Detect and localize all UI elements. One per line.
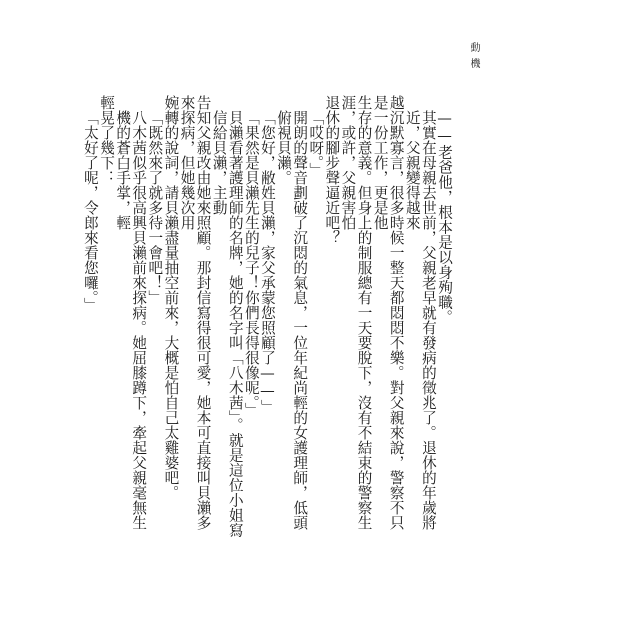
text-column: 「既然來了就多待一會吧！」 [146,109,164,305]
text-column: 「太好了呢，令郎來看您囉。」 [81,109,99,313]
text-column: 告知父親改由她來照顧。那封信寫得很可愛，她本可直接叫貝瀨多來探病，但她幾次用 [178,95,212,530]
text-column: 婉轉的說詞，請貝瀨盡量抽空前來，大概是怕自己太雞婆吧。 [162,95,180,500]
text-column: ——老爸他，根本是以身殉職。 [436,109,453,325]
text-column: 退休的腳步聲逼近吧？ [323,95,341,245]
body-text [81,95,453,543]
text-column: 輕晃了幾下： [98,95,116,185]
text-column: 生存的意義。但身上的制服總有一天要脫下，沒有不結束的警察生涯，或許，父親害怕 [339,95,373,530]
text-column: 八木茜似乎很高興貝瀨前來探病。她屈膝蹲下，牽起父親毫無生機的蒼白手掌，輕 [114,109,148,530]
text-column: 「您好，敝姓貝瀨，家父承蒙您照顧了——」 [258,109,276,415]
text-column: 「果然是貝瀨先生的兒子！你們長得很像呢。」 [242,109,260,418]
text-column: 越沉默寡言，很多時候一整天都悶悶不樂。對父親來說，警察不只是一份工作，更是他 [371,95,405,530]
text-column: 其實在母親去世前，父親老早就有發病的徵兆了。退休的年歲將近，父親變得越來 [403,109,437,530]
text-column: 開朗的聲音劃破了沉悶的氣息，一位年紀尚輕的女護理師，低頭俯視貝瀨。 [275,109,309,530]
running-header: 動機 [468,42,479,74]
text-column: 貝瀨看著護理師的名牌，她的名字叫「八木茜」。就是這位小姐寫信給貝瀨，主動 [210,109,244,538]
text-column: 「哎呀。」 [307,109,325,178]
